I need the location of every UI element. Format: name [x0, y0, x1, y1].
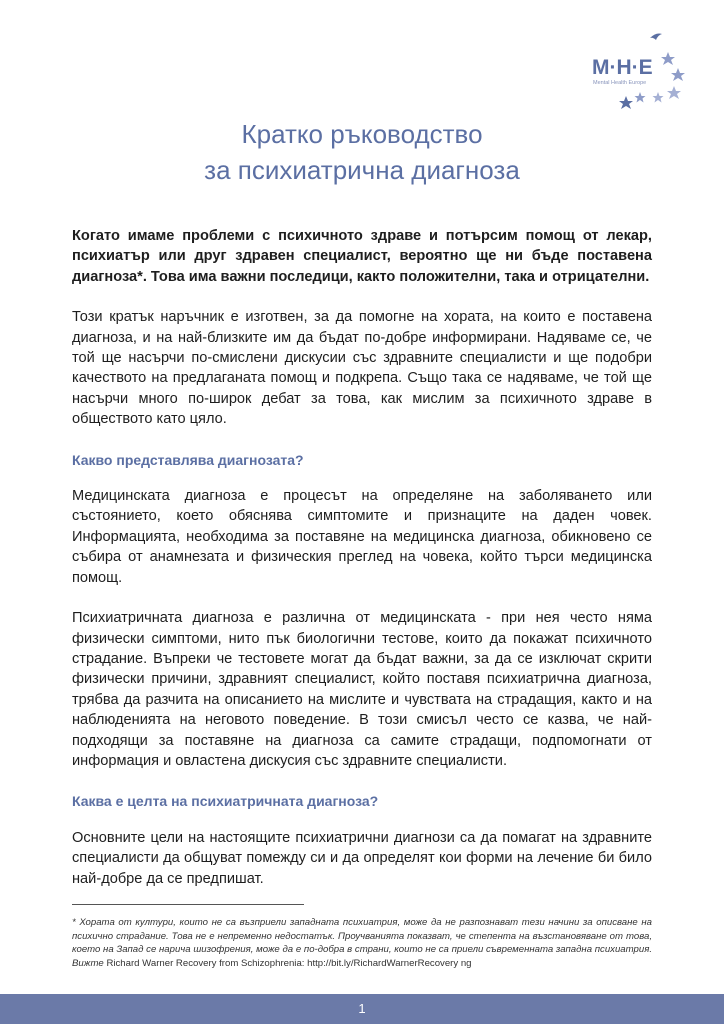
footnote: [72, 916, 652, 970]
paragraph-goals: Основните цели на настоящите психиатрични диагнози са да помагат на здравните специалисти да общуват помежду си и да определят кои форми на лечение би било най-добре да се предпишат.: [72, 829, 652, 887]
section-heading-purpose: Каква е целта на психиатричната диагноза?: [72, 793, 379, 810]
paragraph-purpose: Този кратък наръчник е изготвен, за да помогне на хората, на които е поставена диагноза, и на най-близките им да бъдат по-добре информирани. Надяваме се, че той ще насърчи по-смислени дискусии със здравните специалисти и ще подобри качеството на предлаганата помощ и подкрепа. Също така се надяваме, че той ще насърчи много по-широк дебат за това, как мислим за психичното здраве в обществото като цяло.: [72, 309, 652, 428]
star-icon: [635, 92, 646, 103]
footnote-reference: Richard Warner Recovery from Schizophrenia: http://bit.ly/RichardWarnerRecovery: [106, 957, 459, 969]
mhe-logo: [588, 24, 688, 114]
star-icon: [661, 52, 675, 65]
page-number: 1: [358, 1001, 366, 1016]
paragraph-psychiatric-diagnosis: Психиатричната диагноза е различна от медицинската - при нея често няма физически симптоми, нито пък биологични тестове, които да покажат психичното страдание. Въпреки че тестовете могат да бъдат важни, за да се изключат скрити физически причини, здравният специалист, който поставя психиатрична диагноза, трябва да разчита на описанието на мислите и чувствата на страдащия, както и на наблюденията на неговото поведение. В този смисъл често се казва, че най-подходящи за поставяне на диагноза са самите страдащи, подпомогнати от информация и овластена дискусия със здравните специалисти.: [72, 610, 652, 769]
paragraph-medical-diagnosis: Медицинската диагноза е процесът на определяне на заболяването или състоянието, което обяснява симптомите и признаците на даден човек. Информацията, необходима за поставяне на медицинска диагноза, обикновено се събира от анамнезата и физическия преглед на човека, който търси медицинска помощ.: [72, 488, 652, 586]
footnote-text: * Хората от култури, които не са възприели западната психиатрия, може да не разпознават тези начини за описване на психично страдание. Това не е непременно недостатък. Проучванията показват, че степента на възстановяване от това, което на Запад се нарича шизофрения, може да е по-добра в страни, които не са приели съвременната западна психиатрия. Вижте: [72, 917, 652, 969]
title-line-1: Кратко ръководство: [241, 119, 483, 149]
logo-text: M·H·E: [592, 56, 653, 79]
document-body: [72, 226, 652, 909]
page-title: [0, 116, 724, 188]
footnote-tail: ng: [460, 957, 472, 969]
logo-subtitle: Mental Health Europe: [593, 80, 647, 86]
title-line-2: за психиатрична диагноза: [204, 155, 520, 185]
star-icon: [653, 92, 664, 103]
star-icon: [671, 68, 685, 81]
bird-icon: [650, 34, 662, 41]
star-icon: [667, 86, 681, 99]
intro-paragraph: Когато имаме проблеми с психичното здраве и потърсим помощ от лекар, психиатър или друг здравен специалист, вероятно ще ни бъде поставена диагноза*. Това има важни последици, както положителни, така и отрицателни.: [72, 228, 652, 285]
page-footer: [0, 994, 724, 1024]
footnote-divider: [72, 904, 304, 905]
section-heading-diagnosis: Какво представлява диагнозата?: [72, 451, 304, 468]
star-icon: [619, 96, 633, 109]
